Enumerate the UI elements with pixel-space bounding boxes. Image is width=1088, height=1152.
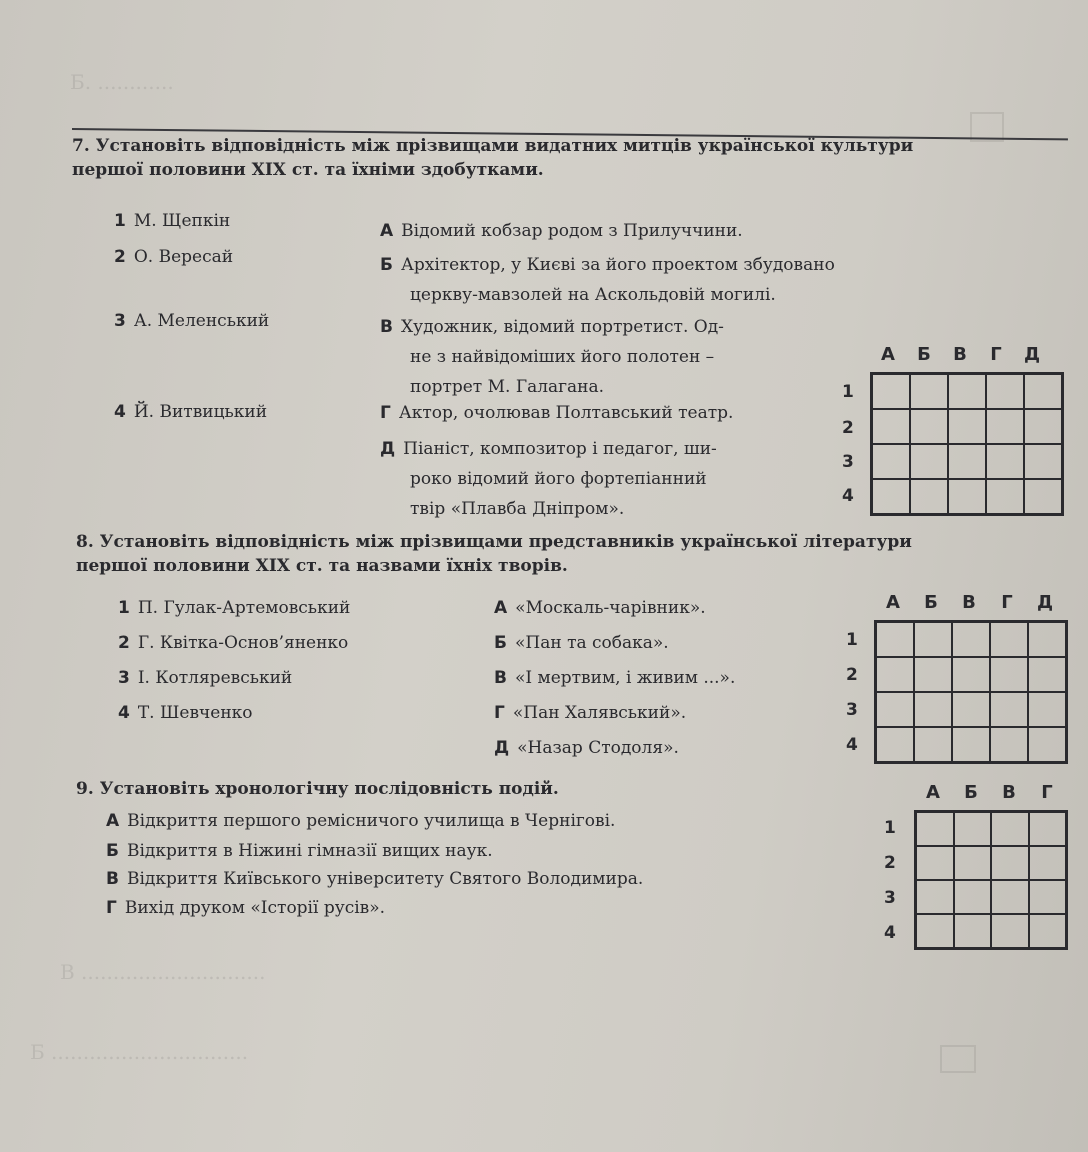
q8-title: 8. Установіть відповідність між прізвищами представників української літератури першої половини XIX ст. та назвами їхніх творів. [76,532,912,576]
bleed-through-text: Б. ............ [70,70,174,94]
q8-left-2: 2 Г. Квітка-Основ’яненко [118,633,349,653]
q7-right-c: В Художник, відомий портретист. Од- не з найвідоміших його полотен – портрет М. Галагана. [380,317,724,397]
grid-col-label: А [881,344,895,365]
answer-cells[interactable] [914,810,1068,950]
q8-right-c: В «І мертвим, і живим ...». [494,668,736,688]
q8-right-b: Б «Пан та собака». [494,633,669,653]
grid-row-label: 3 [884,888,896,908]
grid-row-label: 2 [842,418,854,438]
q7-right-a: А Відомий кобзар родом з Прилуччини. [380,221,743,241]
q7-left-4: 4 Й. Витвицький [114,402,268,422]
q8-left-4: 4 Т. Шевченко [118,703,253,723]
grid-col-label: Г [1041,782,1053,803]
q9-item-c: В Відкриття Київського університету Святого Володимира. [106,869,644,889]
grid-row-label: 4 [884,923,896,943]
answer-cells[interactable] [874,620,1068,764]
grid-col-label: Г [990,344,1002,365]
q9-item-b: Б Відкриття в Ніжині гімназії вищих наук. [106,841,493,861]
q8-answer-grid [846,592,1070,764]
grid-col-label: Г [1001,592,1013,613]
grid-col-label: Д [1036,592,1054,613]
grid-row-label: 2 [846,665,858,685]
q8-right-d: Г «Пан Халявський». [494,703,687,723]
grid-col-label: В [962,592,976,613]
grid-row-label: 2 [884,853,896,873]
q7-title: 7. Установіть відповідність між прізвищами видатних митців української культури першої половини XIX ст. та їхніми здобутками. [72,136,914,180]
bleed-through-box [940,1045,976,1073]
bleed-through-text: В ............................. [60,960,266,984]
bleed-through-text: Б ............................... [30,1040,249,1064]
grid-col-label: В [1002,782,1016,803]
q7-left-2: 2 О. Вересай [114,247,234,267]
grid-row-label: 4 [846,735,858,755]
q7-left-3: 3 А. Меленський [114,311,270,331]
grid-row-label: 4 [842,486,854,506]
grid-row-label: 1 [842,382,854,402]
q8-right-a: А «Москаль-чарівник». [494,598,706,618]
grid-col-label: Б [964,782,978,803]
grid-col-label: Б [917,344,931,365]
q8-left-3: 3 І. Котляревський [118,668,293,688]
grid-row-label: 3 [846,700,858,720]
q7-right-e: Д Піаніст, композитор і педагог, ши- роко відомий його фортепіанний твір «Плавба Дніпром». [380,439,717,519]
q9-title: 9. Установіть хронологічну послідовність подій. [76,779,559,799]
grid-col-label: Д [1023,344,1041,365]
grid-col-label: В [953,344,967,365]
grid-col-label: А [886,592,900,613]
q8-left-1: 1 П. Гулак-Артемовський [118,598,351,618]
q7-right-b: Б Архітектор, у Києві за його проектом збудовано церкву-мавзолей на Аскольдовій могилі. [380,255,835,305]
grid-col-label: Б [924,592,938,613]
q9-answer-grid [884,782,1068,952]
q7-left-1: 1 М. Щепкін [114,211,231,231]
grid-row-label: 3 [842,452,854,472]
grid-row-label: 1 [884,818,896,838]
q9-item-a: А Відкриття першого ремісничого училища в Чернігові. [106,811,616,831]
q7-right-d: Г Актор, очолював Полтавський театр. [380,403,734,423]
grid-row-label: 1 [846,630,858,650]
grid-col-label: А [926,782,940,803]
q7-answer-grid [842,344,1066,516]
q8-right-e: Д «Назар Стодоля». [494,738,679,758]
q9-item-d: Г Вихід друком «Історії русів». [106,898,386,918]
answer-cells[interactable] [870,372,1064,516]
